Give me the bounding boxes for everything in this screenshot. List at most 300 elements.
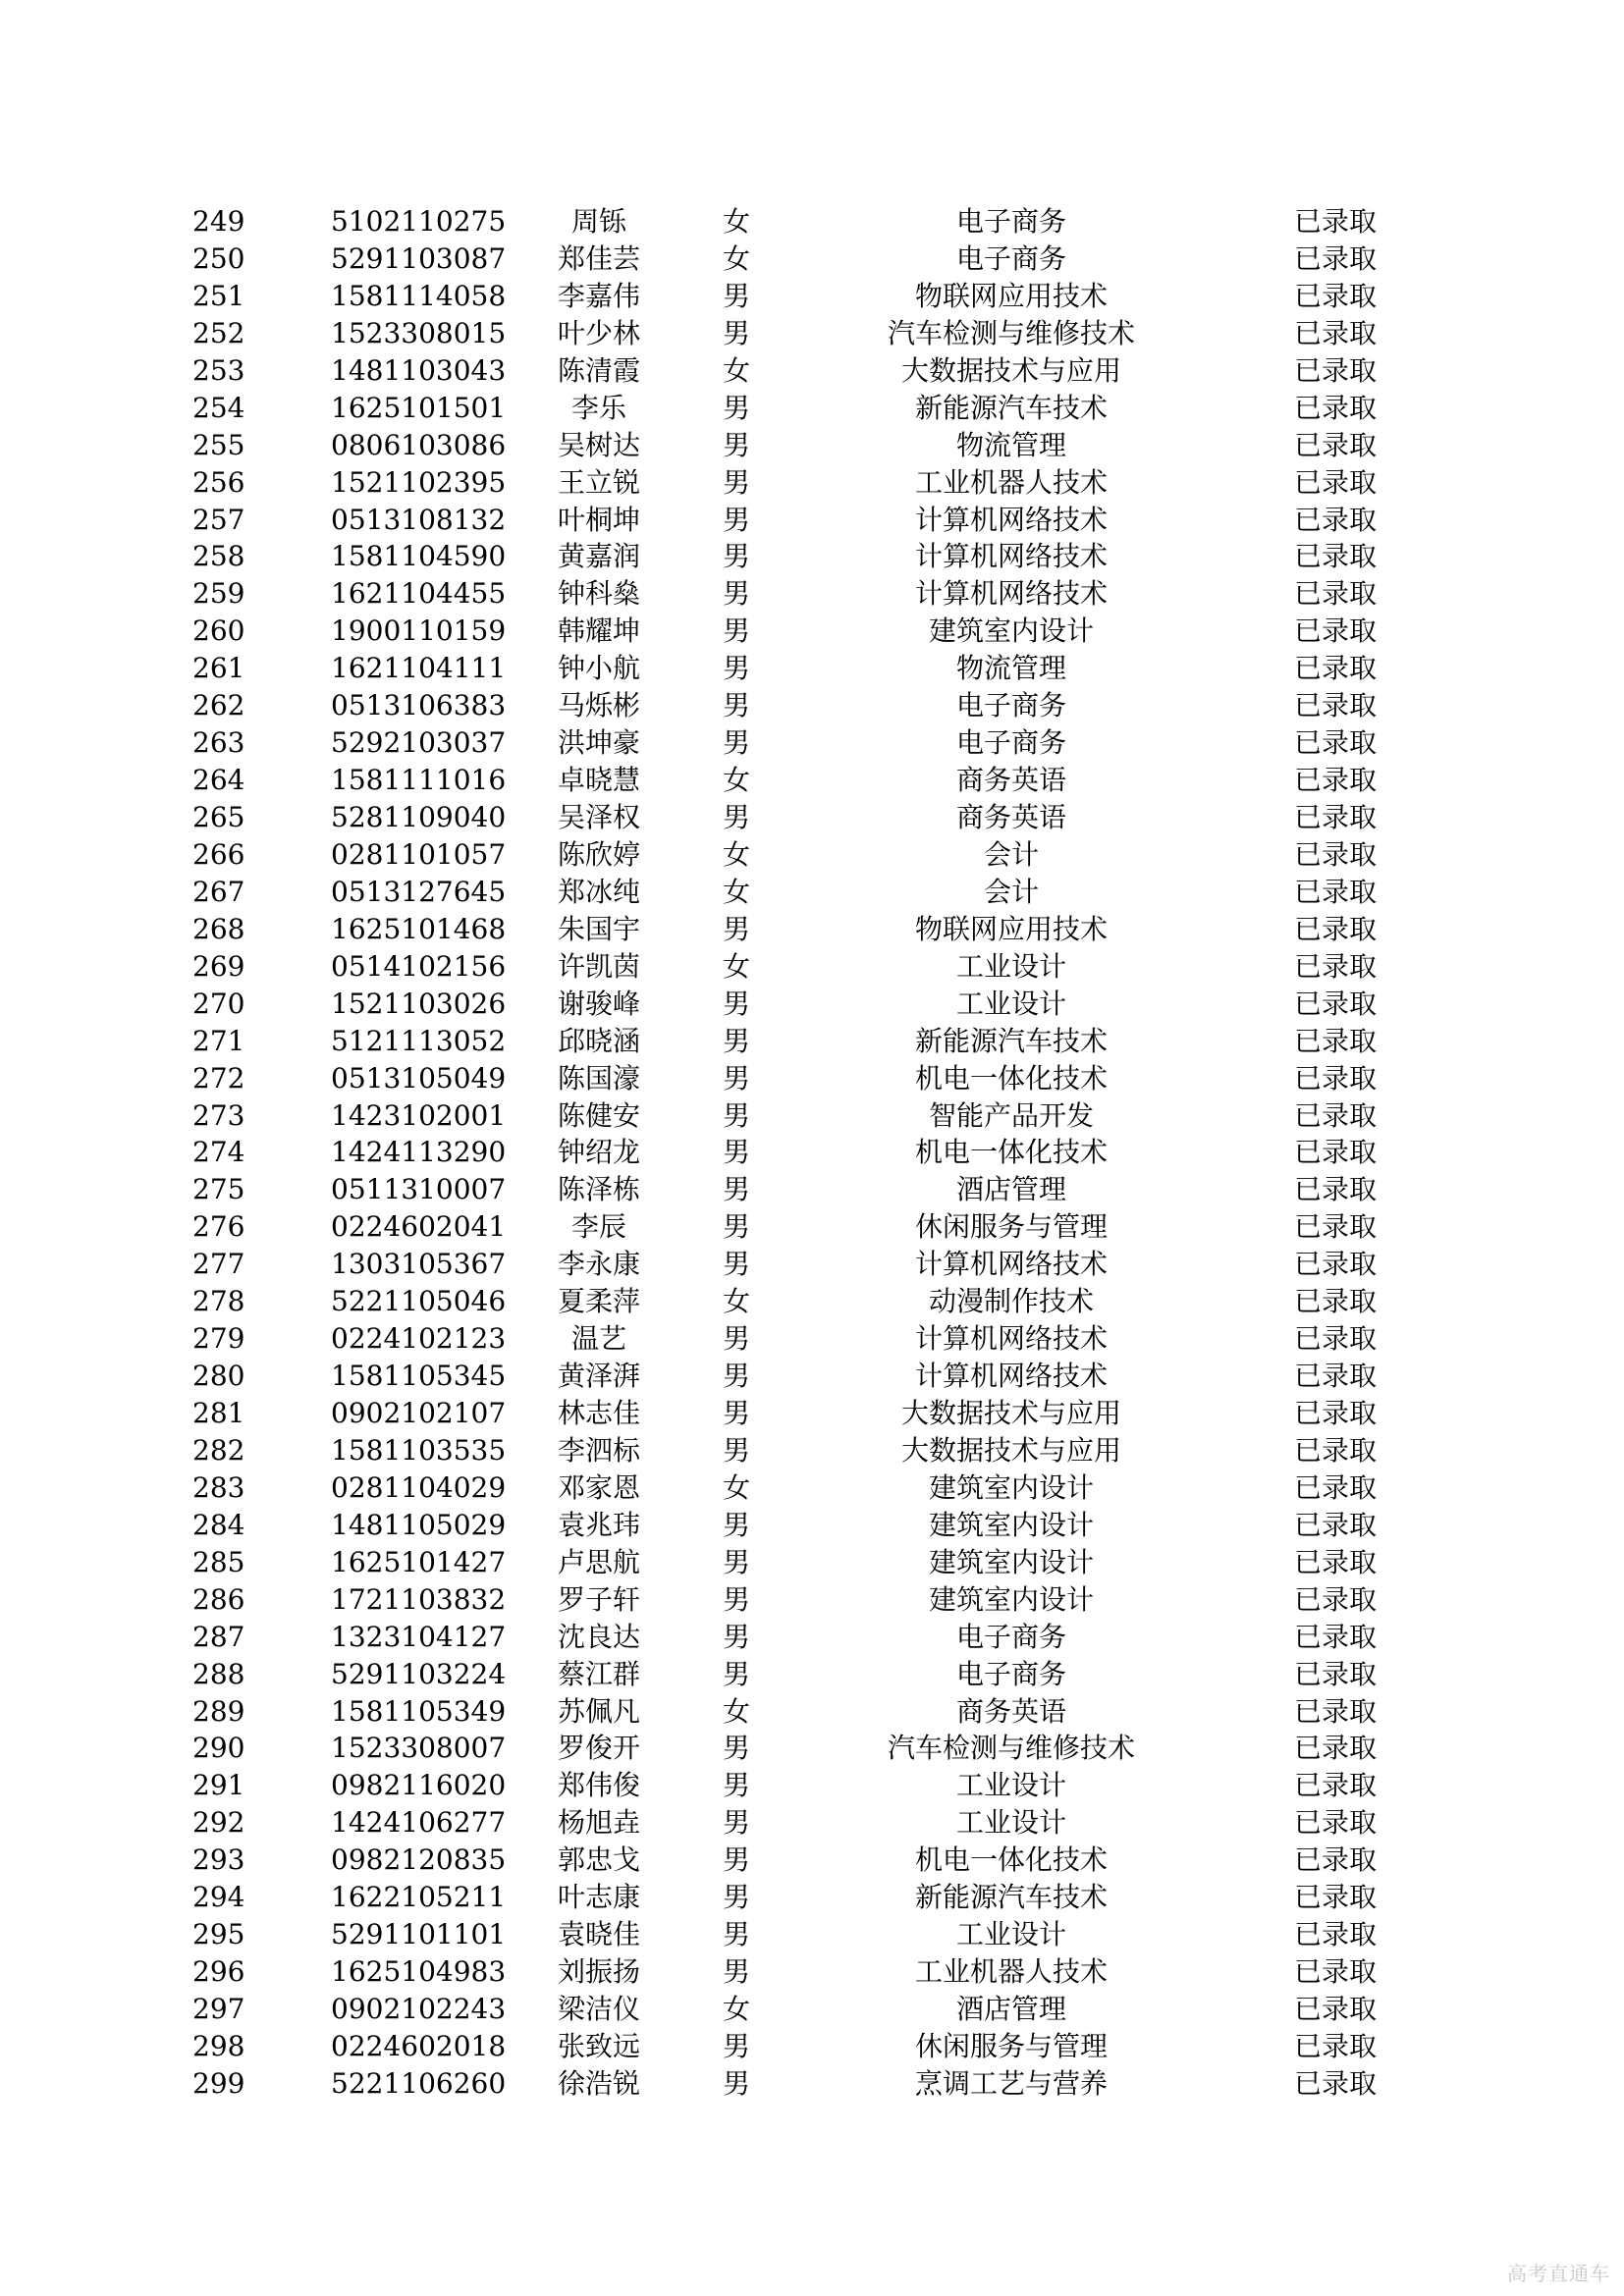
cell-exam-id: 5291103087 <box>331 241 507 275</box>
cell-admission-status: 已录取 <box>1293 1620 1377 1653</box>
cell-student-name: 夏柔萍 <box>557 1285 640 1318</box>
table-row <box>0 1804 1624 1842</box>
cell-exam-id: 1900110159 <box>331 614 507 648</box>
cell-gender: 男 <box>722 503 750 536</box>
cell-gender: 女 <box>722 764 750 797</box>
cell-seq-number: 268 <box>192 912 245 945</box>
cell-gender: 男 <box>722 726 750 760</box>
table-row <box>0 427 1624 464</box>
cell-seq-number: 278 <box>192 1285 245 1318</box>
table-row <box>0 986 1624 1023</box>
cell-student-name: 陈健安 <box>557 1098 640 1132</box>
cell-major: 休闲服务与管理 <box>914 1210 1108 1244</box>
cell-seq-number: 294 <box>192 1881 245 1914</box>
cell-admission-status: 已录取 <box>1293 1582 1377 1616</box>
cell-exam-id: 1581104590 <box>331 540 507 573</box>
cell-exam-id: 1523308007 <box>331 1732 507 1765</box>
watermark-text: 高考直通车 <box>1507 2262 1610 2285</box>
cell-major: 工业设计 <box>955 1769 1066 1802</box>
cell-seq-number: 280 <box>192 1360 245 1393</box>
cell-seq-number: 295 <box>192 1918 245 1951</box>
table-row <box>0 1171 1624 1208</box>
table-row <box>0 874 1624 911</box>
cell-seq-number: 270 <box>192 987 245 1020</box>
cell-gender: 男 <box>722 391 750 424</box>
cell-seq-number: 256 <box>192 465 245 499</box>
cell-gender: 男 <box>722 465 750 499</box>
cell-student-name: 王立锐 <box>557 465 640 499</box>
cell-major: 烹调工艺与营养 <box>914 2066 1108 2100</box>
cell-gender: 女 <box>722 1470 750 1504</box>
cell-admission-status: 已录取 <box>1293 1470 1377 1504</box>
cell-student-name: 陈欣婷 <box>557 837 640 871</box>
table-row <box>0 1842 1624 1879</box>
cell-exam-id: 1581105349 <box>331 1694 507 1728</box>
cell-seq-number: 275 <box>192 1173 245 1206</box>
cell-exam-id: 5291101101 <box>331 1918 507 1951</box>
table-row <box>0 1060 1624 1097</box>
cell-gender: 男 <box>722 1508 750 1541</box>
cell-gender: 女 <box>722 837 750 871</box>
cell-major: 新能源汽车技术 <box>914 1881 1108 1914</box>
cell-gender: 男 <box>722 1769 750 1802</box>
admission-list-table <box>0 203 1624 2103</box>
table-row <box>0 948 1624 986</box>
cell-admission-status: 已录取 <box>1293 875 1377 908</box>
cell-student-name: 钟绍龙 <box>557 1136 640 1169</box>
cell-student-name: 邓家恩 <box>557 1470 640 1504</box>
table-row <box>0 687 1624 724</box>
cell-seq-number: 274 <box>192 1136 245 1169</box>
table-row <box>0 1023 1624 1060</box>
cell-exam-id: 1424113290 <box>331 1136 507 1169</box>
cell-exam-id: 0513127645 <box>331 875 507 908</box>
table-row <box>0 911 1624 948</box>
cell-seq-number: 297 <box>192 1993 245 2025</box>
cell-seq-number: 276 <box>192 1210 245 1244</box>
cell-student-name: 钟科燊 <box>557 577 640 611</box>
cell-admission-status: 已录取 <box>1293 1024 1377 1057</box>
cell-student-name: 郑佳芸 <box>557 241 640 275</box>
table-row <box>0 724 1624 762</box>
cell-seq-number: 277 <box>192 1248 245 1281</box>
cell-student-name: 李嘉伟 <box>557 279 640 312</box>
cell-student-name: 徐浩锐 <box>557 2066 640 2100</box>
cell-major: 酒店管理 <box>955 1993 1066 2025</box>
cell-student-name: 刘振扬 <box>557 1955 640 1989</box>
cell-admission-status: 已录取 <box>1293 1993 1377 2025</box>
cell-exam-id: 5221105046 <box>331 1285 507 1318</box>
cell-seq-number: 261 <box>192 652 245 685</box>
cell-gender: 男 <box>722 1210 750 1244</box>
cell-gender: 男 <box>722 577 750 611</box>
cell-exam-id: 0511310007 <box>331 1173 507 1206</box>
cell-major: 大数据技术与应用 <box>900 1433 1121 1467</box>
cell-student-name: 卓晓慧 <box>557 764 640 797</box>
cell-gender: 男 <box>722 1657 750 1690</box>
table-row <box>0 1656 1624 1693</box>
cell-major: 电子商务 <box>955 1620 1066 1653</box>
cell-student-name: 马烁彬 <box>557 689 640 722</box>
cell-exam-id: 5221106260 <box>331 2066 507 2100</box>
cell-admission-status: 已录取 <box>1293 652 1377 685</box>
table-row <box>0 538 1624 575</box>
cell-admission-status: 已录取 <box>1293 1508 1377 1541</box>
cell-gender: 男 <box>722 1360 750 1393</box>
cell-gender: 男 <box>722 801 750 833</box>
cell-student-name: 张致远 <box>557 2029 640 2062</box>
cell-seq-number: 299 <box>192 2066 245 2100</box>
cell-major: 大数据技术与应用 <box>900 1397 1121 1429</box>
cell-seq-number: 282 <box>192 1433 245 1467</box>
cell-student-name: 林志佳 <box>557 1397 640 1429</box>
cell-exam-id: 0514102156 <box>331 949 507 983</box>
cell-student-name: 杨旭垚 <box>557 1806 640 1840</box>
table-row <box>0 1246 1624 1283</box>
cell-seq-number: 264 <box>192 764 245 797</box>
table-row <box>0 278 1624 315</box>
cell-student-name: 李永康 <box>557 1248 640 1281</box>
cell-major: 物联网应用技术 <box>914 279 1108 312</box>
table-row <box>0 575 1624 613</box>
cell-exam-id: 0902102107 <box>331 1397 507 1429</box>
cell-exam-id: 0513105049 <box>331 1061 507 1095</box>
cell-admission-status: 已录取 <box>1293 316 1377 349</box>
cell-major: 酒店管理 <box>955 1173 1066 1206</box>
cell-seq-number: 257 <box>192 503 245 536</box>
table-row <box>0 762 1624 799</box>
cell-admission-status: 已录取 <box>1293 540 1377 573</box>
table-row <box>0 1693 1624 1731</box>
cell-major: 动漫制作技术 <box>928 1285 1094 1318</box>
cell-exam-id: 0281104029 <box>331 1470 507 1504</box>
cell-gender: 男 <box>722 1098 750 1132</box>
cell-major: 商务英语 <box>955 801 1066 833</box>
table-row <box>0 1916 1624 1953</box>
cell-seq-number: 255 <box>192 428 245 461</box>
cell-student-name: 苏佩凡 <box>557 1694 640 1728</box>
cell-student-name: 郑伟俊 <box>557 1769 640 1802</box>
cell-student-name: 叶少林 <box>557 316 640 349</box>
cell-seq-number: 286 <box>192 1582 245 1616</box>
cell-major: 建筑室内设计 <box>928 1470 1094 1504</box>
table-row <box>0 650 1624 687</box>
cell-admission-status: 已录取 <box>1293 503 1377 536</box>
cell-exam-id: 5121113052 <box>331 1024 507 1057</box>
cell-major: 计算机网络技术 <box>914 1322 1108 1356</box>
cell-gender: 女 <box>722 949 750 983</box>
table-row <box>0 836 1624 874</box>
table-row <box>0 1619 1624 1656</box>
table-row <box>0 1395 1624 1432</box>
cell-admission-status: 已录取 <box>1293 1433 1377 1467</box>
table-row <box>0 1134 1624 1171</box>
cell-major: 电子商务 <box>955 1657 1066 1690</box>
cell-exam-id: 0513108132 <box>331 503 507 536</box>
cell-student-name: 黄嘉润 <box>557 540 640 573</box>
cell-seq-number: 285 <box>192 1545 245 1578</box>
cell-admission-status: 已录取 <box>1293 689 1377 722</box>
cell-gender: 男 <box>722 540 750 573</box>
cell-seq-number: 273 <box>192 1098 245 1132</box>
cell-seq-number: 290 <box>192 1732 245 1765</box>
cell-major: 物流管理 <box>955 428 1066 461</box>
cell-admission-status: 已录取 <box>1293 949 1377 983</box>
cell-admission-status: 已录取 <box>1293 1732 1377 1765</box>
table-row <box>0 1320 1624 1358</box>
cell-gender: 男 <box>722 1322 750 1356</box>
cell-seq-number: 292 <box>192 1806 245 1840</box>
cell-exam-id: 1521102395 <box>331 465 507 499</box>
cell-seq-number: 258 <box>192 540 245 573</box>
table-row <box>0 203 1624 240</box>
table-row <box>0 1432 1624 1469</box>
cell-exam-id: 0806103086 <box>331 428 507 461</box>
cell-exam-id: 0224602018 <box>331 2029 507 2062</box>
table-row <box>0 2028 1624 2065</box>
cell-admission-status: 已录取 <box>1293 726 1377 760</box>
cell-gender: 男 <box>722 1433 750 1467</box>
cell-seq-number: 252 <box>192 316 245 349</box>
table-row <box>0 2065 1624 2103</box>
cell-gender: 男 <box>722 1806 750 1840</box>
cell-seq-number: 284 <box>192 1508 245 1541</box>
cell-exam-id: 0224102123 <box>331 1322 507 1356</box>
cell-seq-number: 281 <box>192 1397 245 1429</box>
cell-gender: 男 <box>722 279 750 312</box>
cell-major: 工业设计 <box>955 1806 1066 1840</box>
cell-seq-number: 289 <box>192 1694 245 1728</box>
cell-admission-status: 已录取 <box>1293 1173 1377 1206</box>
cell-exam-id: 1721103832 <box>331 1582 507 1616</box>
cell-major: 会计 <box>983 875 1039 908</box>
cell-exam-id: 1423102001 <box>331 1098 507 1132</box>
cell-gender: 女 <box>722 875 750 908</box>
cell-gender: 男 <box>722 1545 750 1578</box>
table-row <box>0 1507 1624 1544</box>
cell-student-name: 罗俊开 <box>557 1732 640 1765</box>
cell-student-name: 吴树达 <box>557 428 640 461</box>
cell-gender: 男 <box>722 2029 750 2062</box>
cell-gender: 男 <box>722 1620 750 1653</box>
cell-admission-status: 已录取 <box>1293 2029 1377 2062</box>
cell-seq-number: 283 <box>192 1470 245 1504</box>
cell-student-name: 卢思航 <box>557 1545 640 1578</box>
cell-gender: 女 <box>722 241 750 275</box>
cell-seq-number: 266 <box>192 837 245 871</box>
cell-gender: 女 <box>722 205 750 238</box>
cell-student-name: 钟小航 <box>557 652 640 685</box>
cell-major: 工业设计 <box>955 949 1066 983</box>
cell-major: 机电一体化技术 <box>914 1061 1108 1095</box>
cell-major: 计算机网络技术 <box>914 540 1108 573</box>
cell-gender: 男 <box>722 1955 750 1989</box>
cell-exam-id: 1621104111 <box>331 652 507 685</box>
cell-seq-number: 298 <box>192 2029 245 2062</box>
cell-seq-number: 251 <box>192 279 245 312</box>
cell-gender: 男 <box>722 1173 750 1206</box>
cell-gender: 男 <box>722 912 750 945</box>
cell-major: 机电一体化技术 <box>914 1843 1108 1877</box>
cell-exam-id: 1625101501 <box>331 391 507 424</box>
cell-major: 商务英语 <box>955 1694 1066 1728</box>
cell-student-name: 罗子轩 <box>557 1582 640 1616</box>
table-row <box>0 799 1624 836</box>
cell-major: 电子商务 <box>955 726 1066 760</box>
table-row <box>0 502 1624 539</box>
cell-seq-number: 249 <box>192 205 245 238</box>
cell-admission-status: 已录取 <box>1293 1545 1377 1578</box>
cell-student-name: 沈良达 <box>557 1620 640 1653</box>
cell-exam-id: 1481105029 <box>331 1508 507 1541</box>
cell-student-name: 蔡江群 <box>557 1657 640 1690</box>
cell-major: 电子商务 <box>955 205 1066 238</box>
cell-gender: 女 <box>722 1993 750 2025</box>
cell-gender: 女 <box>722 1285 750 1318</box>
cell-seq-number: 263 <box>192 726 245 760</box>
cell-admission-status: 已录取 <box>1293 391 1377 424</box>
cell-gender: 男 <box>722 1136 750 1169</box>
cell-student-name: 袁晓佳 <box>557 1918 640 1951</box>
cell-seq-number: 269 <box>192 949 245 983</box>
cell-gender: 男 <box>722 1881 750 1914</box>
cell-major: 工业设计 <box>955 987 1066 1020</box>
cell-major: 汽车检测与维修技术 <box>887 316 1135 349</box>
cell-admission-status: 已录取 <box>1293 1918 1377 1951</box>
table-row <box>0 1730 1624 1767</box>
cell-major: 新能源汽车技术 <box>914 1024 1108 1057</box>
cell-exam-id: 1303105367 <box>331 1248 507 1281</box>
cell-admission-status: 已录取 <box>1293 1210 1377 1244</box>
cell-student-name: 梁洁仪 <box>557 1993 640 2025</box>
cell-student-name: 邱晓涵 <box>557 1024 640 1057</box>
cell-admission-status: 已录取 <box>1293 1694 1377 1728</box>
cell-admission-status: 已录取 <box>1293 1769 1377 1802</box>
cell-student-name: 陈国濠 <box>557 1061 640 1095</box>
cell-student-name: 朱国宇 <box>557 912 640 945</box>
cell-exam-id: 1481103043 <box>331 353 507 387</box>
cell-major: 新能源汽车技术 <box>914 391 1108 424</box>
cell-seq-number: 287 <box>192 1620 245 1653</box>
cell-exam-id: 0982116020 <box>331 1769 507 1802</box>
table-row <box>0 1879 1624 1916</box>
cell-student-name: 温艺 <box>570 1322 626 1356</box>
cell-major: 物联网应用技术 <box>914 912 1108 945</box>
cell-exam-id: 1424106277 <box>331 1806 507 1840</box>
cell-major: 计算机网络技术 <box>914 503 1108 536</box>
cell-student-name: 李乐 <box>570 391 626 424</box>
cell-major: 工业机器人技术 <box>914 1955 1108 1989</box>
cell-admission-status: 已录取 <box>1293 764 1377 797</box>
cell-student-name: 谢骏峰 <box>557 987 640 1020</box>
cell-seq-number: 253 <box>192 353 245 387</box>
cell-student-name: 洪坤豪 <box>557 726 640 760</box>
cell-seq-number: 288 <box>192 1657 245 1690</box>
cell-major: 计算机网络技术 <box>914 577 1108 611</box>
cell-student-name: 李泗标 <box>557 1433 640 1467</box>
cell-major: 电子商务 <box>955 241 1066 275</box>
cell-exam-id: 1622105211 <box>331 1881 507 1914</box>
cell-seq-number: 260 <box>192 614 245 648</box>
cell-admission-status: 已录取 <box>1293 1806 1377 1840</box>
cell-exam-id: 0224602041 <box>331 1210 507 1244</box>
cell-gender: 男 <box>722 1918 750 1951</box>
cell-major: 建筑室内设计 <box>928 1508 1094 1541</box>
table-row <box>0 1581 1624 1619</box>
cell-exam-id: 1523308015 <box>331 316 507 349</box>
cell-admission-status: 已录取 <box>1293 577 1377 611</box>
cell-gender: 男 <box>722 1843 750 1877</box>
cell-student-name: 袁兆玮 <box>557 1508 640 1541</box>
table-row <box>0 1953 1624 1991</box>
cell-student-name: 陈清霞 <box>557 353 640 387</box>
cell-admission-status: 已录取 <box>1293 428 1377 461</box>
table-row <box>0 240 1624 278</box>
cell-major: 工业设计 <box>955 1918 1066 1951</box>
cell-major: 建筑室内设计 <box>928 1582 1094 1616</box>
cell-seq-number: 293 <box>192 1843 245 1877</box>
cell-major: 物流管理 <box>955 652 1066 685</box>
cell-gender: 男 <box>722 316 750 349</box>
cell-student-name: 叶志康 <box>557 1881 640 1914</box>
cell-major: 大数据技术与应用 <box>900 353 1121 387</box>
cell-seq-number: 279 <box>192 1322 245 1356</box>
cell-gender: 男 <box>722 428 750 461</box>
cell-student-name: 吴泽权 <box>557 801 640 833</box>
cell-exam-id: 1323104127 <box>331 1620 507 1653</box>
cell-seq-number: 250 <box>192 241 245 275</box>
table-row <box>0 1208 1624 1246</box>
cell-exam-id: 1581103535 <box>331 1433 507 1467</box>
cell-gender: 男 <box>722 987 750 1020</box>
cell-seq-number: 262 <box>192 689 245 722</box>
cell-gender: 男 <box>722 1061 750 1095</box>
table-row <box>0 464 1624 502</box>
cell-admission-status: 已录取 <box>1293 241 1377 275</box>
cell-gender: 女 <box>722 353 750 387</box>
cell-exam-id: 5102110275 <box>331 205 507 238</box>
cell-major: 建筑室内设计 <box>928 1545 1094 1578</box>
cell-major: 汽车检测与维修技术 <box>887 1732 1135 1765</box>
table-row <box>0 1991 1624 2028</box>
cell-student-name: 郑冰纯 <box>557 875 640 908</box>
cell-admission-status: 已录取 <box>1293 1136 1377 1169</box>
cell-student-name: 许凯茵 <box>557 949 640 983</box>
table-row <box>0 390 1624 427</box>
cell-admission-status: 已录取 <box>1293 1061 1377 1095</box>
cell-exam-id: 1621104455 <box>331 577 507 611</box>
cell-admission-status: 已录取 <box>1293 465 1377 499</box>
table-row <box>0 1097 1624 1135</box>
cell-gender: 男 <box>722 689 750 722</box>
cell-exam-id: 1581114058 <box>331 279 507 312</box>
cell-exam-id: 0902102243 <box>331 1993 507 2025</box>
cell-admission-status: 已录取 <box>1293 1955 1377 1989</box>
cell-student-name: 李辰 <box>570 1210 626 1244</box>
cell-admission-status: 已录取 <box>1293 1881 1377 1914</box>
cell-admission-status: 已录取 <box>1293 1322 1377 1356</box>
table-row <box>0 1544 1624 1581</box>
cell-student-name: 陈泽栋 <box>557 1173 640 1206</box>
cell-student-name: 韩耀坤 <box>557 614 640 648</box>
cell-exam-id: 1581111016 <box>331 764 507 797</box>
cell-admission-status: 已录取 <box>1293 1285 1377 1318</box>
cell-exam-id: 5281109040 <box>331 801 507 833</box>
cell-admission-status: 已录取 <box>1293 837 1377 871</box>
cell-gender: 男 <box>722 1397 750 1429</box>
cell-gender: 男 <box>722 1024 750 1057</box>
cell-major: 计算机网络技术 <box>914 1360 1108 1393</box>
